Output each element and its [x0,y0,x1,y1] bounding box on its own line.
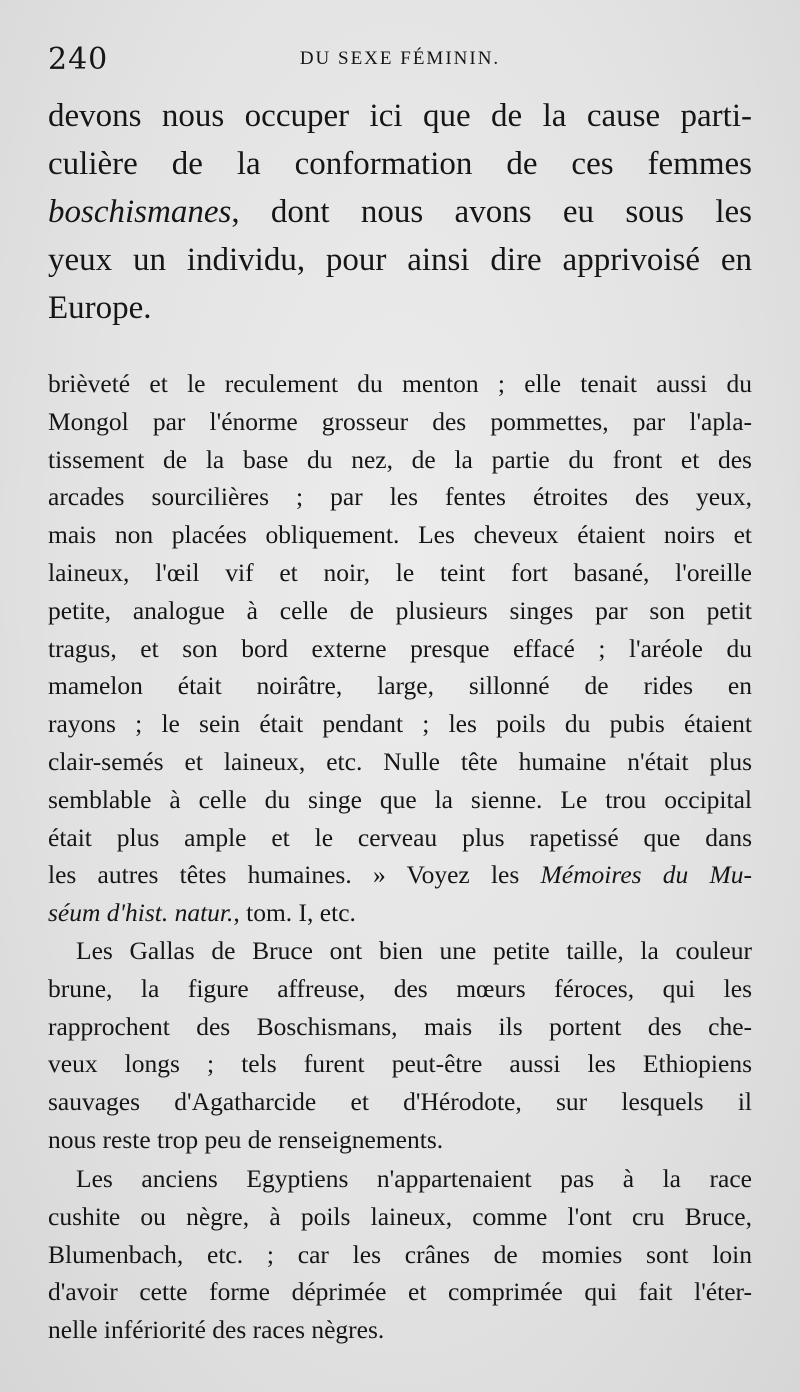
quote-paragraph [48,365,752,932]
gallas-paragraph [48,932,752,1159]
text-line [48,188,752,236]
text-line [48,856,752,894]
text-line [48,894,752,932]
text-line: mamelon était noirâtre, large, sillonné de rides en [48,671,752,701]
text-line: tissement de la base du nez, de la partie du front et des [48,444,752,474]
italic-title: séum d'hist. natur. [48,898,234,928]
text-line: d'avoir cette forme déprimée et comprimée qui fait l'éter- [48,1277,752,1307]
text-line: rapprochent des Boschismans, mais ils portent des che- [48,1011,752,1041]
text-line: arcades sourcilières ; par les fentes étroites des yeux, [48,482,752,512]
text-line: Blumenbach, etc. ; car les crânes de momies sont loin [48,1239,752,1269]
text-line: semblable à celle du singe que la sienne. Le trou occipital [48,784,752,814]
page-header [48,42,752,82]
text-line: sauvages d'Agatharcide et d'Hérodote, sur lesquels il [48,1087,752,1117]
text-line: cushite ou nègre, à poils laineux, comme l'ont cru Bruce, [48,1201,752,1231]
text-line: clair-semés et laineux, etc. Nulle tête humaine n'était plus [48,746,752,776]
italic-term: boschismanes [48,194,232,230]
text-line: veux longs ; tels furent peut-être aussi les Ethiopiens [48,1049,752,1079]
italic-title: Mémoires du Mu- [540,860,752,890]
running-head: DU SEXE FÉMININ. [299,48,501,69]
text-fragment: les autres têtes humaines. » Voyez les [48,860,541,890]
text-line: mais non placées obliquement. Les cheveux étaient noirs et [48,520,752,550]
text-line: yeux un individu, pour ainsi dire apprivoisé en [48,242,752,278]
text-line: rayons ; le sein était pendant ; les poils du pubis étaient [48,709,752,739]
text-line: Mongol par l'énorme grosseur des pommettes, par l'apla- [48,406,752,436]
text-line: Europe. [48,290,152,326]
text-line: nous reste trop peu de renseignements. [48,1124,444,1154]
egypt-paragraph [48,1160,752,1349]
text-line: brune, la figure affreuse, des mœurs féroces, qui les [48,973,752,1003]
text-line: devons nous occuper ici que de la cause parti- [48,98,752,134]
text-line: nelle infériorité des races nègres. [48,1315,385,1345]
text-line: tragus, et son bord externe presque effacé ; l'aréole du [48,633,752,663]
text-line: petite, analogue à celle de plusieurs singes par son petit [48,595,752,625]
page-number: 240 [48,42,109,77]
text-line: Les Gallas de Bruce ont bien une petite taille, la couleur [76,936,752,965]
text-line: brièveté et le reculement du menton ; elle tenait aussi du [48,369,752,398]
text-line: laineux, l'œil vif et noir, le teint fort basané, l'oreille [48,557,752,587]
text-line: culière de la conformation de ces femmes [48,146,752,182]
text-fragment: , dont nous avons eu sous les [231,194,752,230]
large-paragraph [48,92,752,332]
text-line: était plus ample et le cerveau plus rapetissé que dans [48,822,752,852]
text-line: Les anciens Egyptiens n'appartenaient pas à la race [76,1164,752,1193]
text-fragment: , tom. I, etc. [233,898,356,928]
